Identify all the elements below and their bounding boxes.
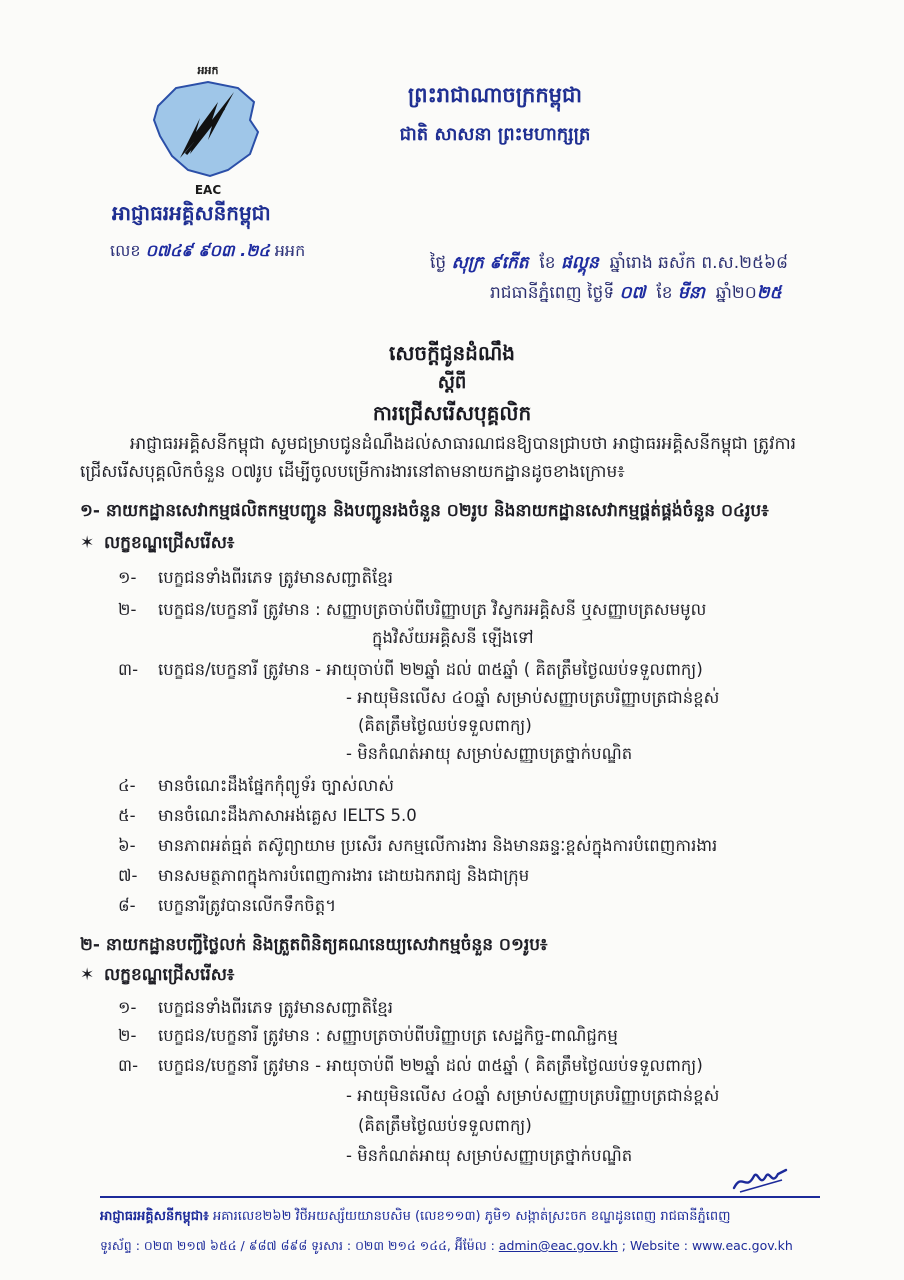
lunar-date	[430, 252, 788, 277]
s1-item-3-sub-1: - អាយុមិនលើស ៤០ឆ្នាំ សម្រាប់សញ្ញាបត្របរិញ្ញាបត្រជាន់ខ្ពស់	[346, 688, 720, 707]
notice-subtitle: ស្តីពី	[437, 372, 467, 393]
ref-number: ០៧៤៩ ៩០៣ .២៤	[145, 241, 270, 260]
s2-item-2: បេក្ខជន/បេក្ខនារី ត្រូវមាន : សញ្ញាបត្រចាប់ពីបរិញ្ញាបត្រ សេដ្ឋកិច្ច-ពាណិជ្ជកម្ម	[158, 1026, 618, 1045]
solar-date	[490, 282, 782, 307]
lunar-month-prefix: ខែ	[539, 253, 556, 273]
s1-item-6: មានភាពអត់ធ្មត់ តស៊ូព្យាយាម ប្រសើរ សកម្មលើការងារ និងមានឆន្ទៈខ្ពស់ក្នុងការបំពេញការងារ	[158, 836, 718, 855]
s1-item-2: បេក្ខជន/បេក្ខនារី ត្រូវមាន : សញ្ញាបត្រចាប់ពីបរិញ្ញាបត្រ វិស្វករអគ្គិសនី ឬសញ្ញាបត្រសមមូល	[158, 600, 707, 619]
lunar-date-day: សុក្រ ៩កើត	[451, 253, 529, 273]
s1-item-2-num: ២-	[118, 600, 137, 619]
ref-prefix: លេខ	[110, 241, 141, 260]
s1-item-1: បេក្ខជនទាំងពីរភេទ ត្រូវមានសញ្ជាតិខ្មែរ	[158, 568, 394, 587]
solar-date-day: ០៧	[619, 283, 646, 303]
eac-logo-icon	[138, 58, 278, 198]
lunar-year: ឆ្នាំរោង ឆស័ក ព.ស.២៥៦៨	[609, 253, 789, 273]
s2-item-3-num: ៣-	[118, 1056, 139, 1075]
section-1-criteria-label	[80, 532, 234, 557]
section-1-heading: ១- នាយកដ្ឋានសេវាកម្មផលិតកម្មបញ្ជូន និងបញ្ជូនរងចំនួន ០២រូប និងនាយកដ្ឋានសេវាកម្មផ្គត់ផ្គង់ចំនួន ០៤រូប៖	[80, 501, 769, 521]
s1-item-7: មានសមត្ថភាពក្នុងការបំពេញការងារ ដោយឯករាជ្យ និងជាក្រុម	[158, 866, 530, 885]
footer-contacts	[100, 1238, 830, 1257]
criteria-label-text: លក្ខខណ្ឌជ្រើសរើស៖	[104, 965, 235, 985]
s1-item-7-num: ៧-	[118, 866, 138, 885]
s1-item-3-num: ៣-	[118, 660, 139, 679]
lunar-month: ផល្គុន	[560, 253, 599, 273]
s1-item-2-cont: ក្នុងវិស័យអគ្គិសនី ឡើងទៅ	[372, 628, 534, 647]
s2-item-3-sub-3: - មិនកំណត់អាយុ សម្រាប់សញ្ញាបត្រថ្នាក់បណ្ឌិត	[346, 1146, 633, 1165]
footer-email-link[interactable]: admin@eac.gov.kh	[498, 1238, 618, 1253]
footer-divider	[100, 1196, 820, 1198]
footer-address	[100, 1208, 830, 1227]
s2-item-2-num: ២-	[118, 1026, 137, 1045]
s1-item-8: បេក្ខនារីត្រូវបានលើកទឹកចិត្ត។	[158, 896, 337, 915]
reference-number	[110, 240, 305, 264]
lunar-date-prefix: ថ្ងៃ	[430, 253, 447, 273]
notice-title: សេចក្តីជូនដំណឹង	[389, 341, 515, 365]
s1-item-3-sub-2: (គិតត្រឹមថ្ងៃឈប់ទទួលពាក្យ)	[358, 716, 532, 735]
s2-item-3-sub-1: - អាយុមិនលើស ៤០ឆ្នាំ សម្រាប់សញ្ញាបត្របរិញ្ញាបត្រជាន់ខ្ពស់	[346, 1086, 720, 1105]
solar-year-prefix: ឆ្នាំ២០	[715, 283, 757, 303]
s1-item-8-num: ៨-	[118, 896, 136, 915]
star-bullet-icon: ✶	[80, 533, 95, 553]
s1-item-6-num: ៦-	[118, 836, 136, 855]
section-2-criteria-label	[80, 964, 234, 989]
s1-item-4: មានចំណេះដឹងផ្នែកកុំព្យូទ័រ ច្បាស់លាស់	[158, 776, 394, 795]
footer-address-text: អគារលេខ២៦២ វិថីអយស្ស័យយានបសិម (លេខ១១៣) ភូមិ១ សង្កាត់ស្រះចក ខណ្ឌដូនពេញ រាជធានីភ្នំពេញ	[213, 1209, 731, 1224]
solar-month: មីនា	[677, 283, 705, 303]
footer-phone: ទូរស័ព្ទ : ០២៣ ២១៧ ៦៥៤ / ៩៨៧ ៨៩៨ ទូរសារ : ០២៣ ២១៤ ១៤៤, អ៊ីម៉ែល :	[100, 1238, 499, 1253]
logo-abbrev: អអក	[197, 64, 219, 77]
s2-item-3-sub-2: (គិតត្រឹមថ្ងៃឈប់ទទួលពាក្យ)	[358, 1116, 532, 1135]
ref-suffix: អអក	[274, 241, 306, 260]
footer-website: ; Website : www.eac.gov.kh	[617, 1238, 793, 1253]
national-motto: ជាតិ សាសនា ព្រះមហាក្សត្រ	[399, 124, 591, 145]
footer-address-label: អាជ្ញាធរអគ្គិសនីកម្ពុជា៖	[100, 1209, 209, 1224]
s1-item-1-num: ១-	[118, 568, 137, 587]
logo-caption: EAC	[194, 183, 222, 197]
intro-paragraph: អាជ្ញាធរអគ្គិសនីកម្ពុជា សូមជម្រាបជូនដំណឹងដល់សាធារណជនឱ្យបានជ្រាបថា អាជ្ញាធរអគ្គិសនីកម្ពុជា ត្រូវការជ្រើសរើសបុគ្គលិកចំនួន ០៧រូប ដើម្បីចូលបម្រើការងារនៅតាមនាយកដ្ឋានដូចខាងក្រោម៖	[80, 434, 797, 482]
kingdom-heading: ព្រះរាជាណាចក្រកម្ពុជា	[407, 83, 582, 107]
s2-item-3: បេក្ខជន/បេក្ខនារី ត្រូវមាន - អាយុចាប់ពី ២២ឆ្នាំ ដល់ ៣៥ឆ្នាំ ( គិតត្រឹមថ្ងៃឈប់ទទួលពាក្យ)	[158, 1056, 703, 1075]
solar-year: ២៥	[756, 283, 782, 303]
s1-item-5-num: ៥-	[118, 806, 136, 825]
s1-item-3-sub-3: - មិនកំណត់អាយុ សម្រាប់សញ្ញាបត្រថ្នាក់បណ្ឌិត	[346, 744, 633, 763]
solar-month-prefix: ខែ	[656, 283, 673, 303]
star-bullet-icon: ✶	[80, 965, 95, 985]
s1-item-5: មានចំណេះដឹងភាសាអង់គ្លេស IELTS 5.0	[158, 806, 417, 825]
notice-subject: ការជ្រើសរើសបុគ្គលិក	[372, 401, 532, 425]
signature-icon	[730, 1162, 790, 1198]
section-2-heading: ២- នាយកដ្ឋានបញ្ជីថ្លៃលក់ និងត្រួតពិនិត្យគណនេយ្យសេវាកម្មចំនួន ០១រូប៖	[80, 935, 548, 955]
s1-item-3: បេក្ខជន/បេក្ខនារី ត្រូវមាន - អាយុចាប់ពី ២២ឆ្នាំ ដល់ ៣៥ឆ្នាំ ( គិតត្រឹមថ្ងៃឈប់ទទួលពាក្យ)	[158, 660, 703, 679]
s1-item-4-num: ៤-	[118, 776, 136, 795]
agency-name: អាជ្ញាធរអគ្គិសនីកម្ពុជា	[112, 201, 271, 225]
s2-item-1: បេក្ខជនទាំងពីរភេទ ត្រូវមានសញ្ជាតិខ្មែរ	[158, 998, 394, 1017]
s2-item-1-num: ១-	[118, 998, 137, 1017]
criteria-label-text: លក្ខខណ្ឌជ្រើសរើស៖	[104, 533, 235, 553]
solar-date-prefix: រាជធានីភ្នំពេញ ថ្ងៃទី	[490, 283, 615, 303]
